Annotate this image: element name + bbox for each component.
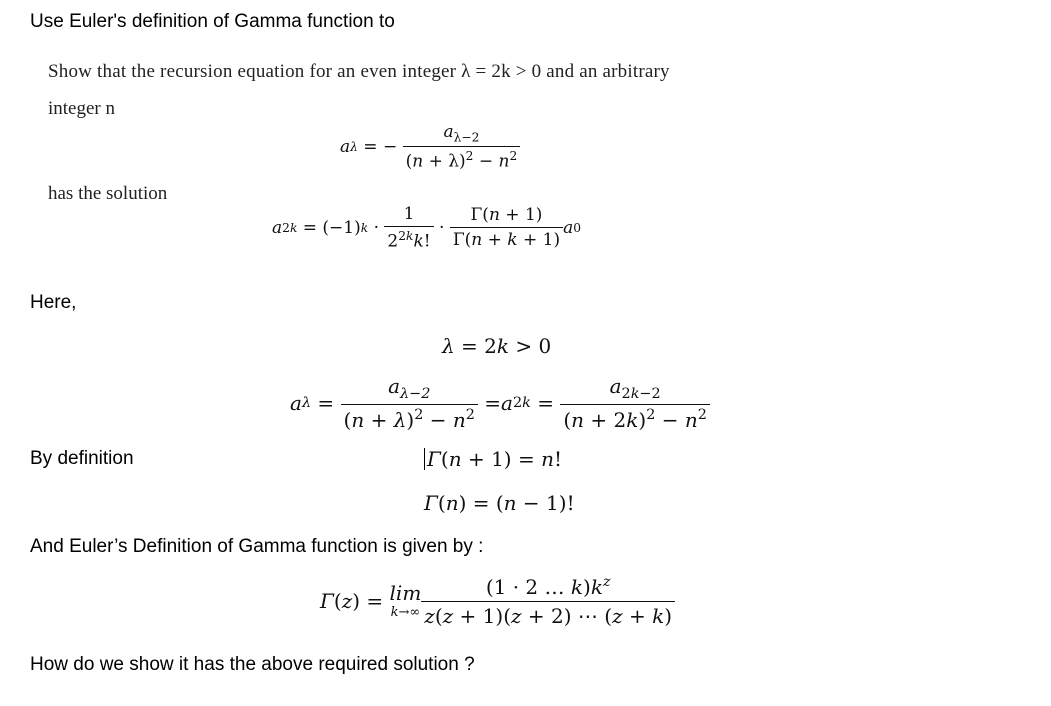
problem-line-2: integer n <box>48 98 116 119</box>
recursion-equation: a λ = − $\frac{a_{\lambda-2}}{(n + \lambda)^2 - n^2}$ <box>340 122 520 172</box>
here-text: Here, <box>30 292 77 313</box>
by-definition-text: By definition <box>30 448 134 469</box>
solution-equation: a 2k = (−1) k · $\frac{1}{2^{2k}k!}$ · $\frac{\Gamma(n + 1)}{\Gamma(n + k + 1)}$ a 0 <box>272 204 582 252</box>
gamma-n: Γ(n) = (n − 1)! <box>424 491 575 515</box>
intro-text: Use Euler's definition of Gamma function to <box>30 11 395 32</box>
euler-intro-text: And Euler’s Definition of Gamma function is given by : <box>30 536 484 557</box>
lambda-equation: λ = 2k > 0 <box>442 334 552 358</box>
euler-gamma-definition: Γ ( z ) = lim k→∞ $\frac{(1 \cdot 2 \dots k)k^z}{z(z + 1)(z + 2) \cdots (z + k)}$ <box>320 574 675 628</box>
a-lambda-expansion: a λ = $\frac{a_{\lambda-2}}{(n + \lambda)^2 - n^2}$ = a 2k = $\frac{a_{2k-2}}{(n + 2k)^2 - n^2}$ <box>290 374 710 432</box>
has-solution-text: has the solution <box>48 183 168 204</box>
question-text: How do we show it has the above required solution ? <box>30 654 475 675</box>
gamma-n-plus-1: Γ(n + 1) = n! <box>424 447 562 471</box>
problem-line-1: Show that the recursion equation for an even integer λ = 2k > 0 and an arbitrary <box>48 61 670 82</box>
